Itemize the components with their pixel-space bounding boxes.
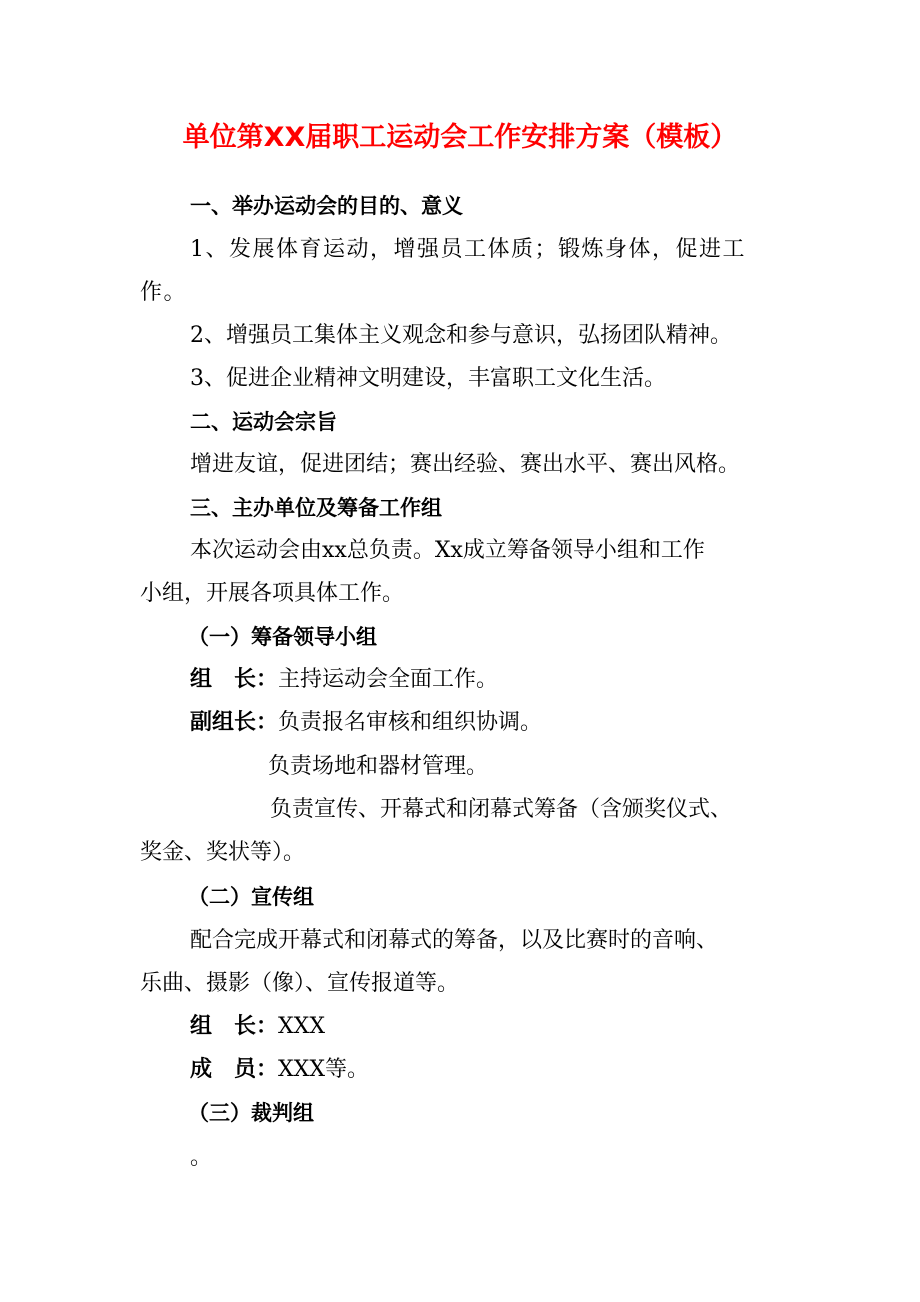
paragraph-purpose-3: 3、促进企业精神文明建设，丰富职工文化生活。	[190, 366, 666, 391]
publicity-member-row	[190, 1054, 785, 1086]
paragraph-purpose-1-line-2: 作。	[140, 280, 188, 305]
paragraph-organizer-line-2: 小组，开展各项具体工作。	[140, 581, 405, 606]
publicity-leader-text: XXX	[278, 1014, 326, 1039]
publicity-paragraph-line-1: 配合完成开幕式和闭幕式的筹备，以及比赛时的音响、	[190, 928, 719, 953]
referee-paragraph: 。	[190, 1145, 213, 1170]
leader-text: 主持运动会全面工作。	[278, 667, 499, 692]
paragraph-purpose-1-line-1: 1、发展体育运动，增强员工体质；锻炼身体，促进工	[190, 237, 746, 262]
subsection-heading-publicity: （二）宣传组	[188, 885, 314, 909]
subsection-heading-referee: （三）裁判组	[188, 1101, 314, 1125]
deputy-text-3-line-1: 负责宣传、开幕式和闭幕式筹备（含颁奖仪式、	[270, 797, 733, 822]
document-title: 单位第XX届职工运动会工作安排方案（模板）	[182, 122, 738, 153]
leadership-leader-row	[190, 664, 785, 696]
section-heading-purpose: 一、举办运动会的目的、意义	[190, 194, 463, 218]
deputy-text-2: 负责场地和器材管理。	[268, 754, 489, 779]
paragraph-organizer-line-1: 本次运动会由xx总负责。Xx成立筹备领导小组和工作	[190, 538, 705, 563]
deputy-label: 副组长：	[190, 710, 279, 735]
publicity-member-text: XXX等。	[278, 1057, 370, 1082]
deputy-text-3-line-2: 奖金、奖状等）。	[140, 840, 306, 865]
section-heading-organizer: 三、主办单位及筹备工作组	[190, 496, 442, 520]
leadership-deputy-row	[190, 707, 785, 739]
paragraph-tenet: 增进友谊，促进团结；赛出经验、赛出水平、赛出风格。	[190, 452, 741, 477]
subsection-heading-leadership: （一）筹备领导小组	[188, 625, 377, 649]
leader-label: 组 长：	[190, 667, 279, 692]
deputy-text: 负责报名审核和组织协调。	[278, 710, 543, 735]
publicity-leader-label: 组 长：	[190, 1014, 279, 1039]
publicity-leader-row	[190, 1011, 785, 1043]
publicity-member-label: 成 员：	[190, 1057, 279, 1082]
paragraph-purpose-2: 2、增强员工集体主义观念和参与意识，弘扬团队精神。	[190, 323, 732, 348]
publicity-paragraph-line-2: 乐曲、摄影（像）、宣传报道等。	[140, 971, 460, 996]
section-heading-tenet: 二、运动会宗旨	[190, 410, 337, 434]
